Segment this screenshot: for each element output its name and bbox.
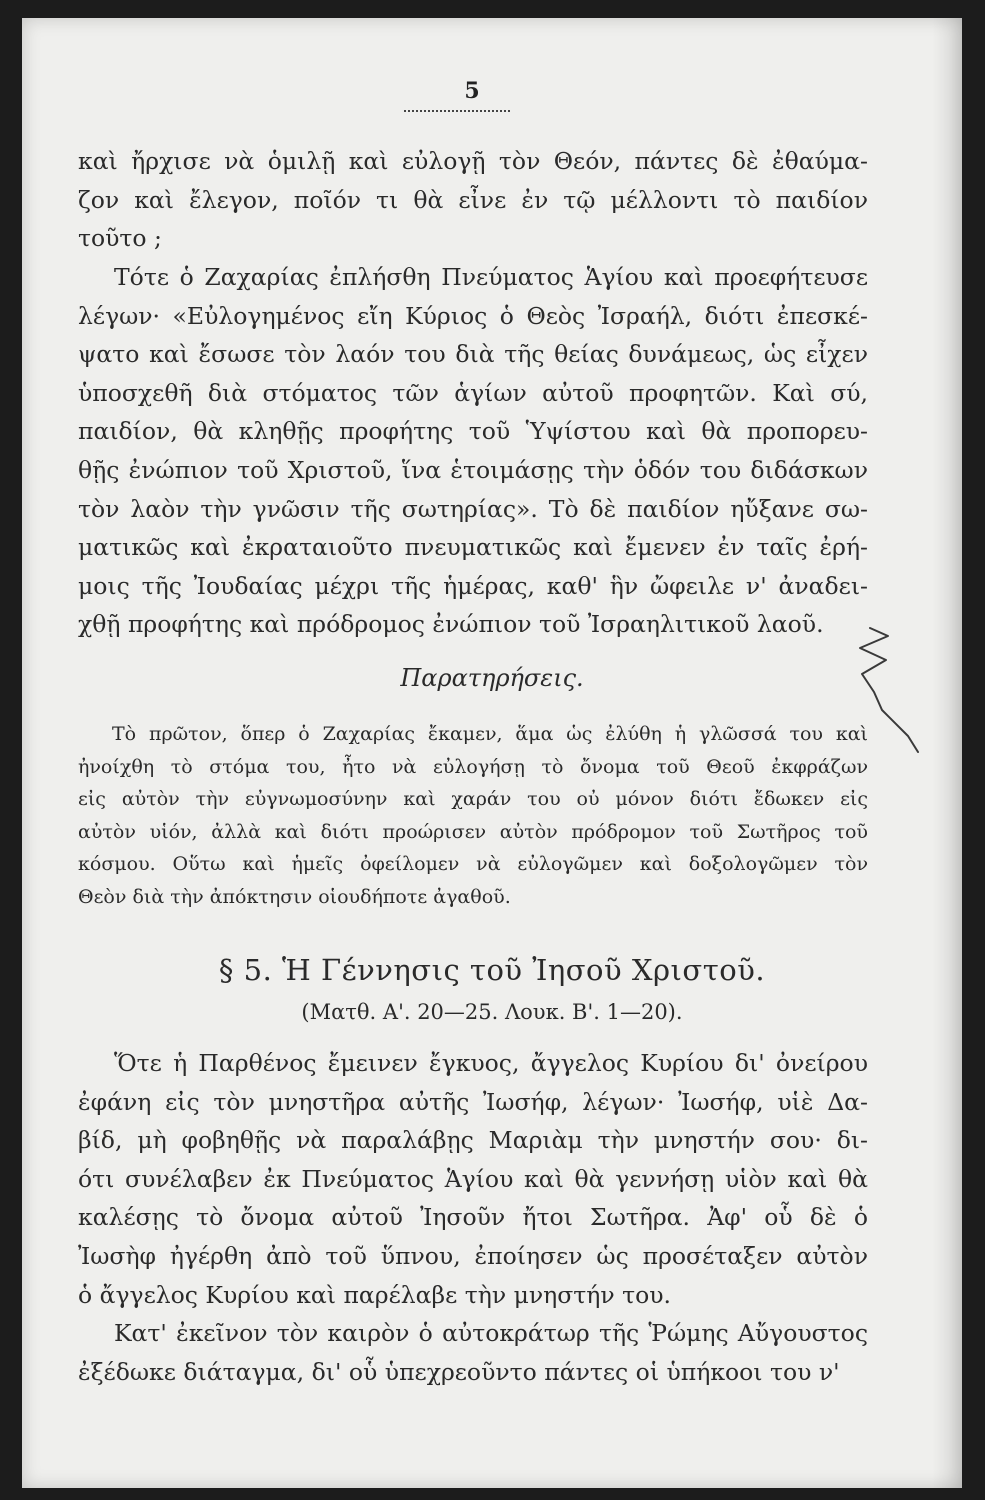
text-line: αὐτὸν υἱόν, ἀλλὰ καὶ διότι προώρισεν αὐτὸν πρόδρομον τοῦ Σωτῆρος τοῦ: [78, 820, 868, 843]
margin-pencil-mark: [848, 610, 938, 760]
text-line: Ὅτε ἡ Παρθένος ἔμεινεν ἔγκυος, ἄγγελος Κυρίου δι' ὀνείρου: [114, 1049, 868, 1077]
text-line: Κατ' ἐκεῖνον τὸν καιρὸν ὁ αὐτοκράτωρ τῆς Ῥώμης Αὔγουστος: [114, 1319, 868, 1347]
text-line: ἐφάνη εἰς τὸν μνηστῆρα αὐτῆς Ἰωσήφ, λέγων· Ἰωσήφ, υἱὲ Δα-: [78, 1087, 868, 1116]
page-number: 5: [464, 78, 480, 104]
text-line: Τότε ὁ Ζαχαρίας ἐπλήσθη Πνεύματος Ἁγίου καὶ προεφήτευσε: [114, 263, 868, 291]
paragraph-zacharias-prophecy: [78, 258, 868, 644]
text-line: θῇς ἐνώπιον τοῦ Χριστοῦ, ἵνα ἑτοιμάσῃς τὴν ὁδόν του διδάσκων: [78, 455, 868, 484]
text-line: παιδίον, θὰ κληθῇς προφήτης τοῦ Ὑψίστου καὶ θὰ προπορευ-: [78, 417, 868, 446]
text-line: καὶ ἤρχισε νὰ ὁμιλῇ καὶ εὐλογῇ τὸν Θεόν, πάντες δὲ ἐθαύμα-: [78, 147, 868, 175]
text-line: ότι συνέλαβεν ἐκ Πνεύματος Ἁγίου καὶ θὰ γεννήσῃ υἱὸν καὶ θὰ: [78, 1164, 868, 1193]
text-line: ὁ ἄγγελος Κυρίου καὶ παρέλαβε τὴν μνηστήν του.: [78, 1280, 671, 1309]
text-line: ματικῶς καὶ ἐκραταιοῦτο πνευματικῶς καὶ ἔμενεν ἐν ταῖς ἐρή-: [78, 533, 868, 562]
text-line: Θεὸν διὰ τὴν ἀπόκτησιν οἱουδήποτε ἀγαθοῦ.: [78, 885, 511, 908]
text-line: λέγων· «Εὐλογημένος εἴη Κύριος ὁ Θεὸς Ἰσραήλ, διότι ἐπεσκέ-: [78, 301, 868, 330]
text-line: Τὸ πρῶτον, ὅπερ ὁ Ζαχαρίας ἔκαμεν, ἅμα ὡς ἐλύθη ἡ γλῶσσά του καὶ: [112, 723, 868, 745]
text-line: ὑποσχεθῆ διὰ στόματος τῶν ἁγίων αὐτοῦ προφητῶν. Καὶ σύ,: [78, 378, 868, 407]
text-line: χθῇ προφήτης καὶ πρόδρομος ἐνώπιον τοῦ Ἰσραηλιτικοῦ λαοῦ.: [78, 610, 824, 639]
text-line: ζον καὶ ἔλεγον, ποῖόν τι θὰ εἶνε ἐν τῷ μέλλοντι τὸ παιδίον: [78, 185, 868, 214]
text-line: μοις τῆς Ἰουδαίας μέχρι τῆς ἡμέρας, καθ' ἣν ὤφειλε ν' ἀναδει-: [78, 571, 868, 600]
book-page: [22, 18, 962, 1488]
text-line: ἐξέδωκε διάταγμα, δι' οὗ ὑπεχρεοῦντο πάντες οἱ ὑπήκοοι του ν': [78, 1357, 840, 1386]
text-line: τὸν λαὸν τὴν γνῶσιν τῆς σωτηρίας». Τὸ δὲ παιδίον ηὔξανε σω-: [78, 494, 868, 523]
remarks-paragraph: [78, 718, 868, 914]
page-number-rule: [404, 110, 510, 112]
text-line: τοῦτο ;: [78, 224, 162, 253]
text-line: κόσμου. Οὕτω καὶ ἡμεῖς ὀφείλομεν νὰ εὐλογῶμεν καὶ δοξολογῶμεν τὸν: [78, 853, 868, 876]
paragraph-continuation: [78, 142, 868, 258]
text-line: καλέσῃς τὸ ὄνομα αὐτοῦ Ἰησοῦν ἤτοι Σωτῆρα. Ἀφ' οὗ δὲ ὁ: [78, 1203, 868, 1232]
text-line: εἰς αὐτὸν τὴν εὐγνωμοσύνην καὶ χαράν του οὐ μόνον διότι ἔδωκεν εἰς: [78, 788, 868, 811]
section-reference: (Ματθ. Α'. 20—25. Λουκ. Β'. 1—20).: [301, 1000, 683, 1024]
paragraph-augustus-decree: [78, 1314, 868, 1391]
section-title: § 5. Ἡ Γέννησις τοῦ Ἰησοῦ Χριστοῦ.: [218, 953, 766, 987]
text-line: βίδ, μὴ φοβηθῇς νὰ παραλάβῃς Μαριὰμ τὴν μνηστήν σου· δι-: [78, 1126, 868, 1155]
text-line: ἠνοίχθη τὸ στόμα του, ἦτο νὰ εὐλογήσῃ τὸ ὄνομα τοῦ Θεοῦ ἐκφράζων: [78, 755, 868, 778]
text-line: ψατο καὶ ἔσωσε τὸν λαόν του διὰ τῆς θείας δυνάμεως, ὡς εἶχεν: [78, 340, 868, 369]
text-line: Ἰωσὴφ ἠγέρθη ἀπὸ τοῦ ὕπνου, ἐποίησεν ὡς προσέταξεν αὐτὸν: [78, 1241, 868, 1270]
paragraph-angel-joseph: [78, 1044, 868, 1314]
remarks-heading: Παρατηρήσεις.: [400, 664, 584, 692]
